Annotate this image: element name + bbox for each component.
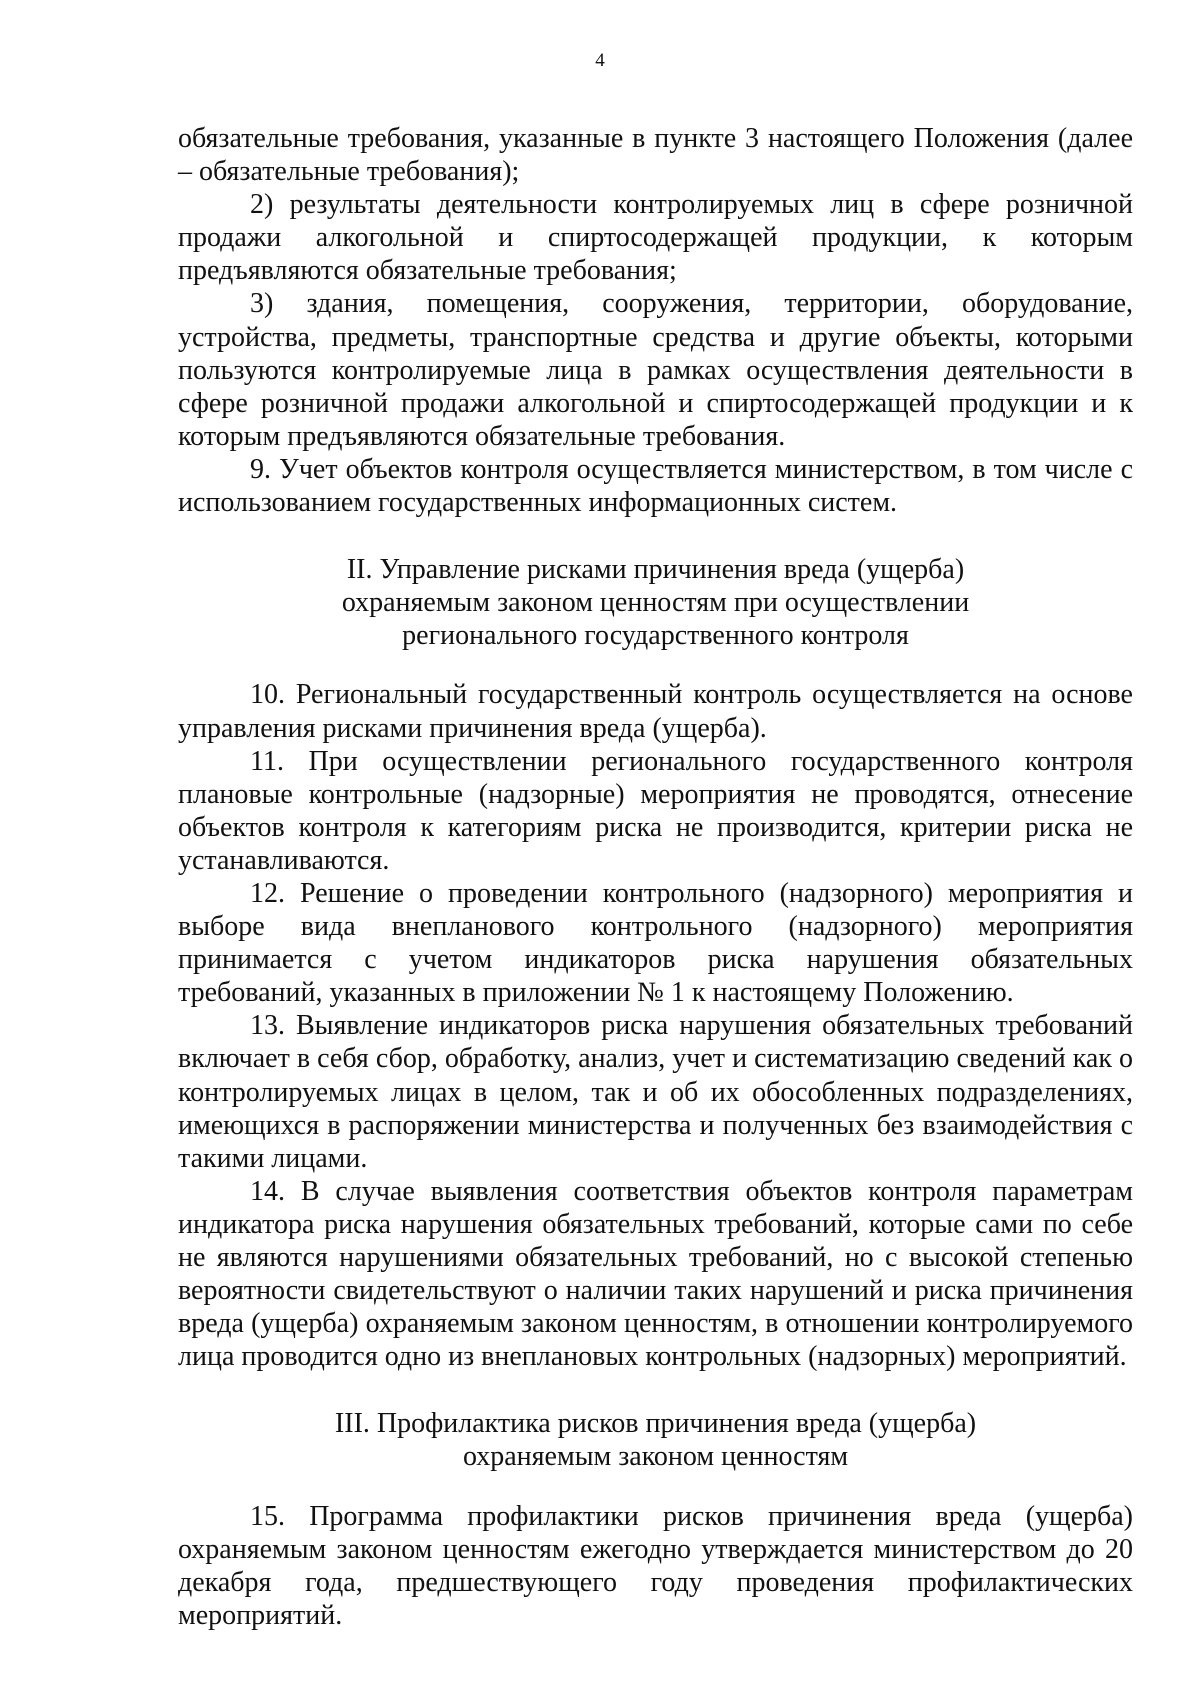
list-item-3: 3) здания, помещения, сооружения, территории, оборудование, устройства, предметы, транспортные средства и другие объекты, которыми пользуются контролируемые лица в рамках осуществления деятельности в сфере розничной продажи алкогольной и спиртосодержащей продукции и к которым предъявляются обязательные требования.: [178, 288, 1133, 452]
paragraph-11: 11. При осуществлении регионального государственного контроля плановые контрольные (надзорные) мероприятия не проводятся, отнесение объектов контроля к категориям риска не производится, критерии риска не устанавливаются.: [178, 745, 1133, 876]
paragraph-13: 13. Выявление индикаторов риска нарушения обязательных требований включает в себя сбор, обработку, анализ, учет и систематизацию сведений как о контролируемых лицах в целом, так и об их обособленных подразделениях, имеющихся в распоряжении министерства и полученных без взаимодействия с такими лицами.: [178, 1010, 1133, 1174]
paragraph-10: 10. Региональный государственный контроль осуществляется на основе управления рисками причинения вреда (ущерба).: [178, 679, 1133, 744]
section-heading-3: [178, 1407, 1133, 1473]
section-heading-line: охраняемым законом ценностям при осуществлении: [341, 587, 970, 619]
paragraph-9: 9. Учет объектов контроля осуществляется министерством, в том числе с использованием государственных информационных систем.: [178, 453, 1133, 519]
section-heading-2: [178, 553, 1133, 652]
page-number: 4: [595, 50, 605, 71]
paragraph-15: 15. Программа профилактики рисков причинения вреда (ущерба) охраняемым законом ценностям ежегодно утверждается министерством до 20 декабря года, предшествующего году проведения профилактических мероприятий.: [178, 1500, 1133, 1631]
list-item-2: 2) результаты деятельности контролируемых лиц в сфере розничной продажи алкогольной и спиртосодержащей продукции, к которым предъявляются обязательные требования;: [178, 189, 1133, 287]
paragraph-12: 12. Решение о проведении контрольного (надзорного) мероприятия и выборе вида внепланового контрольного (надзорного) мероприятия принимается с учетом индикаторов риска нарушения обязательных требований, указанных в приложении № 1 к настоящему Положению.: [178, 877, 1133, 1009]
paragraph-continuation: обязательные требования, указанные в пункте 3 настоящего Положения (далее – обязательные требования);: [178, 123, 1133, 188]
paragraph-14: 14. В случае выявления соответствия объектов контроля параметрам индикатора риска нарушения обязательных требований, которые сами по себе не являются нарушениями обязательных требований, но с высокой степенью вероятности свидетельствуют о наличии таких нарушений и риска причинения вреда (ущерба) охраняемым законом ценностям, в отношении контролируемого лица проводится одно из внеплановых контрольных (надзорных) мероприятий.: [178, 1175, 1133, 1373]
section-heading-line: регионального государственного контроля: [402, 620, 909, 652]
section-heading-line: II. Управление рисками причинения вреда (ущерба): [346, 554, 965, 586]
document-body: [178, 122, 1133, 1632]
section-heading-line: охраняемым законом ценностям: [462, 1441, 849, 1473]
section-heading-line: III. Профилактика рисков причинения вреда (ущерба): [334, 1408, 977, 1440]
